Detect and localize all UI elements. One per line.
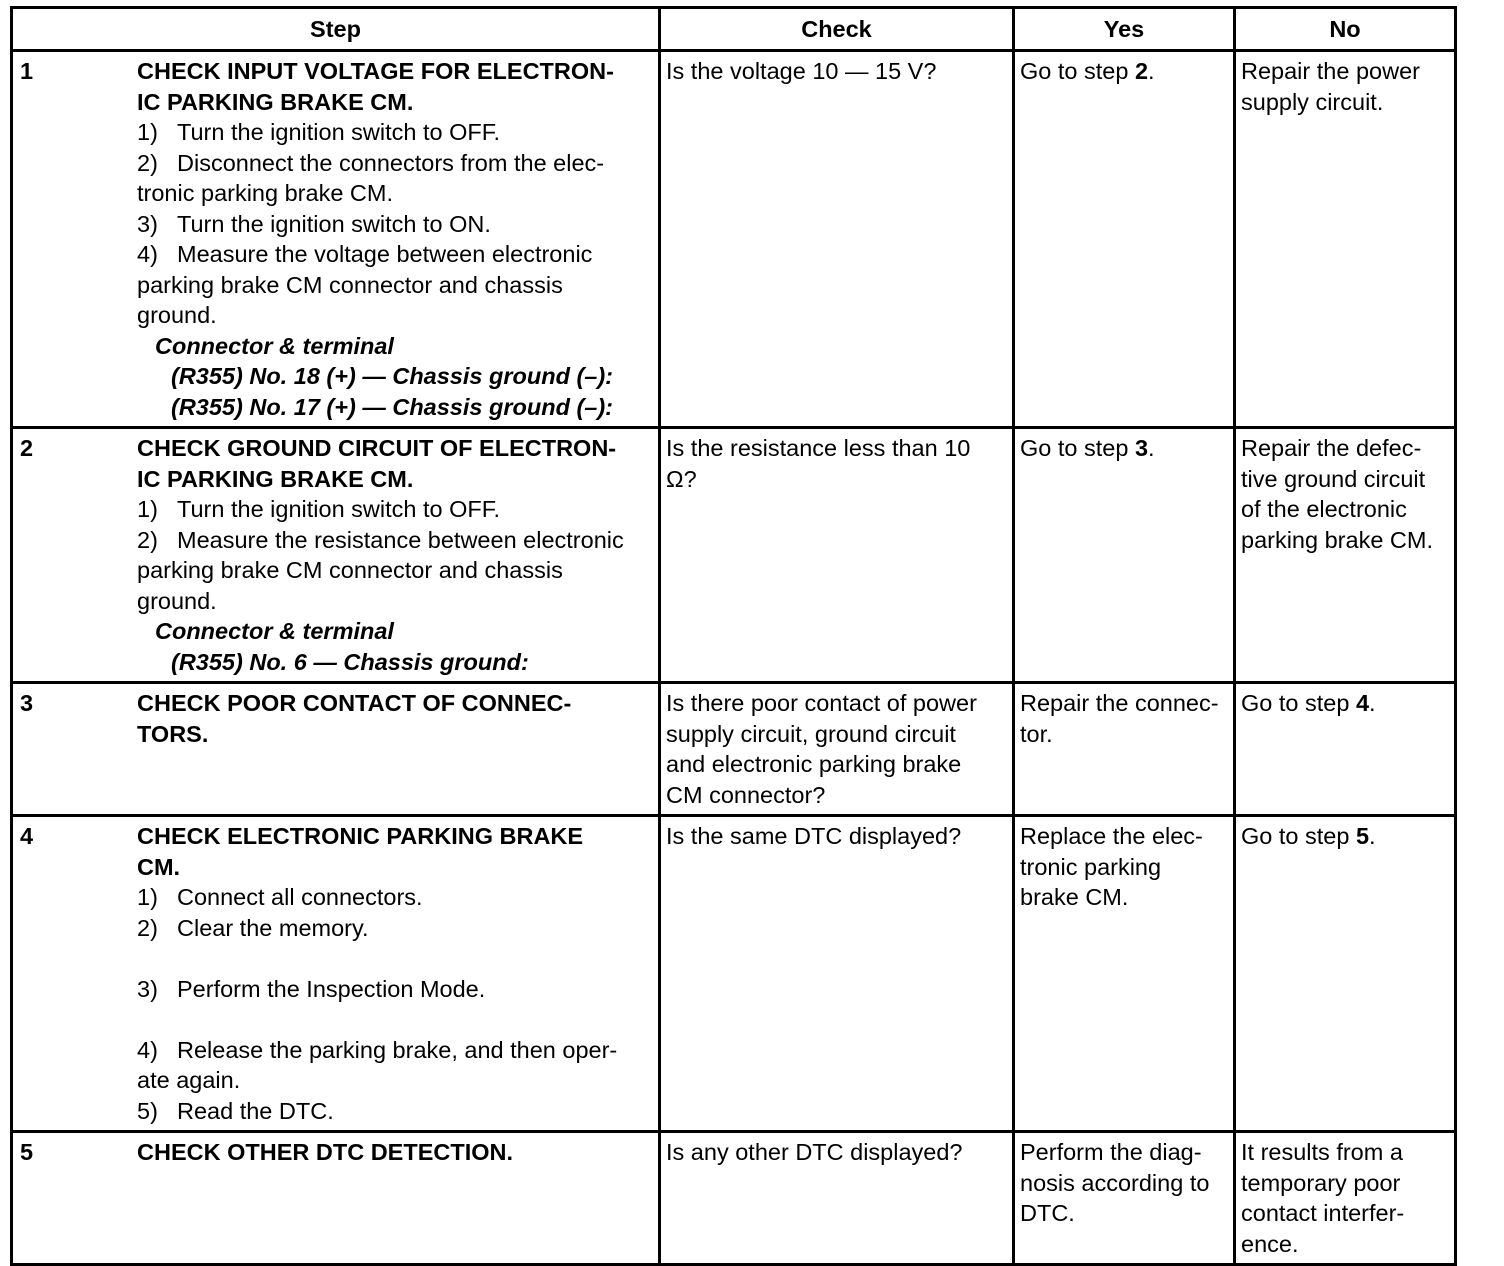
spacer — [137, 1004, 650, 1035]
step-title-line: IC PARKING BRAKE CM. — [137, 88, 414, 115]
step-title-line: IC PARKING BRAKE CM. — [137, 465, 414, 492]
instruction — [137, 1096, 650, 1127]
instruction-number: 1) — [137, 119, 158, 145]
yes-line: Go to step 3. — [1020, 435, 1155, 461]
no-line: supply circuit. — [1241, 88, 1384, 115]
instruction-text: Clear the memory. — [177, 914, 369, 941]
instruction-number: 2) — [137, 526, 158, 553]
yes-line: Go to step 2. — [1020, 58, 1155, 84]
check-line: Is any other DTC displayed? — [666, 1139, 963, 1165]
connector-title: Connector & terminal — [155, 332, 394, 359]
instruction-line — [137, 300, 650, 331]
instruction-text: Turn the ignition switch to ON. — [177, 210, 491, 237]
instruction-line — [137, 555, 650, 586]
instruction — [137, 148, 650, 209]
connector-value: (R355) No. 18 (+) — Chassis ground (–): — [171, 363, 614, 389]
no-text — [1236, 52, 1454, 121]
instruction-line — [137, 586, 650, 617]
instruction — [137, 209, 650, 240]
step-body — [137, 817, 658, 1130]
check-line: Is the voltage 10 — 15 V? — [666, 58, 937, 84]
instruction-text: Disconnect the connectors from the elec- — [177, 149, 605, 176]
no-line: Go to step 4. — [1241, 690, 1376, 716]
step-number: 4 — [20, 823, 34, 849]
check-line: CM connector? — [666, 781, 826, 808]
yes-cell — [1014, 1132, 1235, 1265]
step-title-line: CHECK ELECTRONIC PARKING BRAKE — [137, 823, 584, 849]
instruction-text: Turn the ignition switch to OFF. — [177, 496, 501, 522]
yes-cell — [1014, 428, 1235, 683]
instruction-number: 4) — [137, 241, 158, 267]
no-text — [1236, 817, 1454, 856]
instruction — [137, 494, 650, 525]
step-number: 3 — [20, 690, 34, 716]
check-cell — [660, 683, 1014, 816]
step-number: 1 — [20, 58, 34, 84]
header-no: No — [1235, 8, 1456, 51]
yes-line: tronic parking — [1020, 853, 1162, 880]
instruction-line — [137, 178, 650, 209]
step-reference: 4 — [1355, 690, 1370, 716]
instruction-text: parking brake CM connector and chassis — [137, 557, 563, 583]
no-line: It results from a — [1241, 1139, 1403, 1165]
check-line: Is the same DTC displayed? — [666, 823, 962, 849]
instruction — [137, 913, 650, 944]
step-title-line: CM. — [137, 853, 181, 880]
instruction-line — [137, 494, 650, 525]
step-cell — [12, 1132, 660, 1265]
yes-text — [1015, 429, 1233, 468]
instruction-number: 3) — [137, 210, 158, 237]
no-line: of the electronic — [1241, 496, 1407, 522]
instruction-text: Release the parking brake, and then oper- — [177, 1036, 618, 1063]
check-cell — [660, 51, 1014, 428]
instruction-number: 4) — [137, 1036, 158, 1063]
check-line: Is the resistance less than 10 — [666, 435, 971, 461]
connector-value: (R355) No. 6 — Chassis ground: — [171, 648, 529, 675]
table-body — [12, 51, 1456, 1265]
yes-line: Repair the connec- — [1020, 690, 1219, 716]
check-line: Ω? — [666, 465, 697, 492]
yes-line: nosis according to — [1020, 1169, 1210, 1196]
no-line: parking brake CM. — [1241, 526, 1433, 553]
no-line: ence. — [1241, 1230, 1299, 1257]
instruction-text: Perform the Inspection Mode. — [177, 975, 486, 1002]
step-title-line: CHECK OTHER DTC DETECTION. — [137, 1139, 513, 1165]
yes-cell — [1014, 683, 1235, 816]
instruction-text: Connect all connectors. — [177, 884, 423, 910]
no-cell — [1235, 1132, 1456, 1265]
no-line: Repair the power — [1241, 58, 1420, 84]
no-line: Go to step 5. — [1241, 823, 1376, 849]
header-row — [12, 8, 1456, 51]
step-reference: 5 — [1355, 823, 1370, 849]
table-row — [12, 428, 1456, 683]
connector-value: (R355) No. 17 (+) — Chassis ground (–): — [171, 393, 614, 420]
yes-line: Perform the diag- — [1020, 1139, 1202, 1165]
step-title-line: CHECK GROUND CIRCUIT OF ELECTRON- — [137, 435, 617, 461]
yes-line: tor. — [1020, 720, 1053, 747]
yes-text — [1015, 817, 1233, 917]
step-title — [137, 688, 650, 749]
instruction-text: ground. — [137, 302, 217, 328]
step-title-line: TORS. — [137, 720, 209, 747]
header-check: Check — [660, 8, 1014, 51]
no-text — [1236, 684, 1454, 723]
no-cell — [1235, 816, 1456, 1132]
instruction-line — [137, 117, 650, 148]
no-cell — [1235, 51, 1456, 428]
instruction-line — [137, 525, 650, 556]
instruction-text: ground. — [137, 587, 217, 614]
instruction — [137, 525, 650, 617]
spacer — [137, 943, 650, 974]
instruction-line — [137, 239, 650, 270]
yes-line: DTC. — [1020, 1200, 1075, 1226]
yes-line: Replace the elec- — [1020, 823, 1203, 849]
check-cell — [660, 816, 1014, 1132]
yes-text — [1015, 52, 1233, 91]
instruction-number: 1) — [137, 496, 158, 522]
instruction-text: ate again. — [137, 1067, 241, 1093]
header-yes: Yes — [1014, 8, 1235, 51]
instruction-number: 2) — [137, 149, 158, 176]
check-text — [661, 1133, 1012, 1172]
step-body — [137, 52, 658, 426]
no-text — [1236, 429, 1454, 559]
step-title-line: CHECK INPUT VOLTAGE FOR ELECTRON- — [137, 58, 614, 84]
instruction-line — [137, 882, 650, 913]
instruction — [137, 239, 650, 331]
no-line: temporary poor — [1241, 1169, 1401, 1196]
step-body — [137, 684, 658, 753]
table-row — [12, 51, 1456, 428]
step-cell — [12, 816, 660, 1132]
instruction — [137, 117, 650, 148]
step-reference: 3 — [1134, 435, 1149, 461]
instruction-text: Read the DTC. — [177, 1097, 334, 1124]
step-title — [137, 1137, 650, 1168]
yes-line: brake CM. — [1020, 884, 1129, 910]
instruction-text: parking brake CM connector and chassis — [137, 271, 563, 298]
instruction — [137, 1035, 650, 1096]
check-text — [661, 429, 1012, 498]
instruction — [137, 882, 650, 913]
instruction-line — [137, 974, 650, 1005]
table-row — [12, 1132, 1456, 1265]
check-cell — [660, 1132, 1014, 1265]
step-body — [137, 1133, 658, 1172]
instruction-line — [137, 1035, 650, 1066]
header-step: Step — [12, 8, 660, 51]
check-text — [661, 684, 1012, 814]
instruction-line — [137, 1096, 650, 1127]
table-row — [12, 683, 1456, 816]
step-reference: 2 — [1134, 58, 1149, 84]
check-line: Is there poor contact of power — [666, 690, 977, 716]
step-cell — [12, 683, 660, 816]
instruction-text: Measure the resistance between electronic — [177, 526, 624, 553]
connector-title: Connector & terminal — [155, 618, 394, 644]
step-title — [137, 56, 650, 117]
check-line: supply circuit, ground circuit — [666, 720, 956, 747]
instruction-line — [137, 148, 650, 179]
instruction-number: 2) — [137, 914, 158, 941]
yes-text — [1015, 684, 1233, 753]
instruction-line — [137, 1065, 650, 1096]
check-text — [661, 52, 1012, 91]
yes-text — [1015, 1133, 1233, 1233]
instruction-number: 1) — [137, 884, 158, 910]
no-line: Repair the defec- — [1241, 435, 1422, 461]
instruction-number: 5) — [137, 1097, 158, 1124]
step-title-line: CHECK POOR CONTACT OF CONNEC- — [137, 690, 572, 716]
yes-cell — [1014, 51, 1235, 428]
step-title — [137, 821, 650, 882]
check-text — [661, 817, 1012, 856]
instruction-line — [137, 913, 650, 944]
step-cell — [12, 51, 660, 428]
instruction-text: tronic parking brake CM. — [137, 180, 393, 206]
step-title — [137, 433, 650, 494]
step-cell — [12, 428, 660, 683]
step-number: 5 — [20, 1139, 34, 1165]
instruction-number: 3) — [137, 975, 158, 1002]
no-cell — [1235, 683, 1456, 816]
table-row — [12, 816, 1456, 1132]
step-number: 2 — [20, 435, 34, 461]
diagnostic-table — [10, 6, 1457, 1266]
no-line: contact interfer- — [1241, 1200, 1405, 1226]
instruction-text: Measure the voltage between electronic — [177, 241, 593, 267]
yes-cell — [1014, 816, 1235, 1132]
step-body — [137, 429, 658, 681]
instruction — [137, 974, 650, 1005]
check-line: and electronic parking brake — [666, 751, 962, 777]
instruction-line — [137, 209, 650, 240]
no-line: tive ground circuit — [1241, 465, 1426, 492]
instruction-text: Turn the ignition switch to OFF. — [177, 119, 501, 145]
no-cell — [1235, 428, 1456, 683]
no-text — [1236, 1133, 1454, 1263]
check-cell — [660, 428, 1014, 683]
instruction-line — [137, 270, 650, 301]
